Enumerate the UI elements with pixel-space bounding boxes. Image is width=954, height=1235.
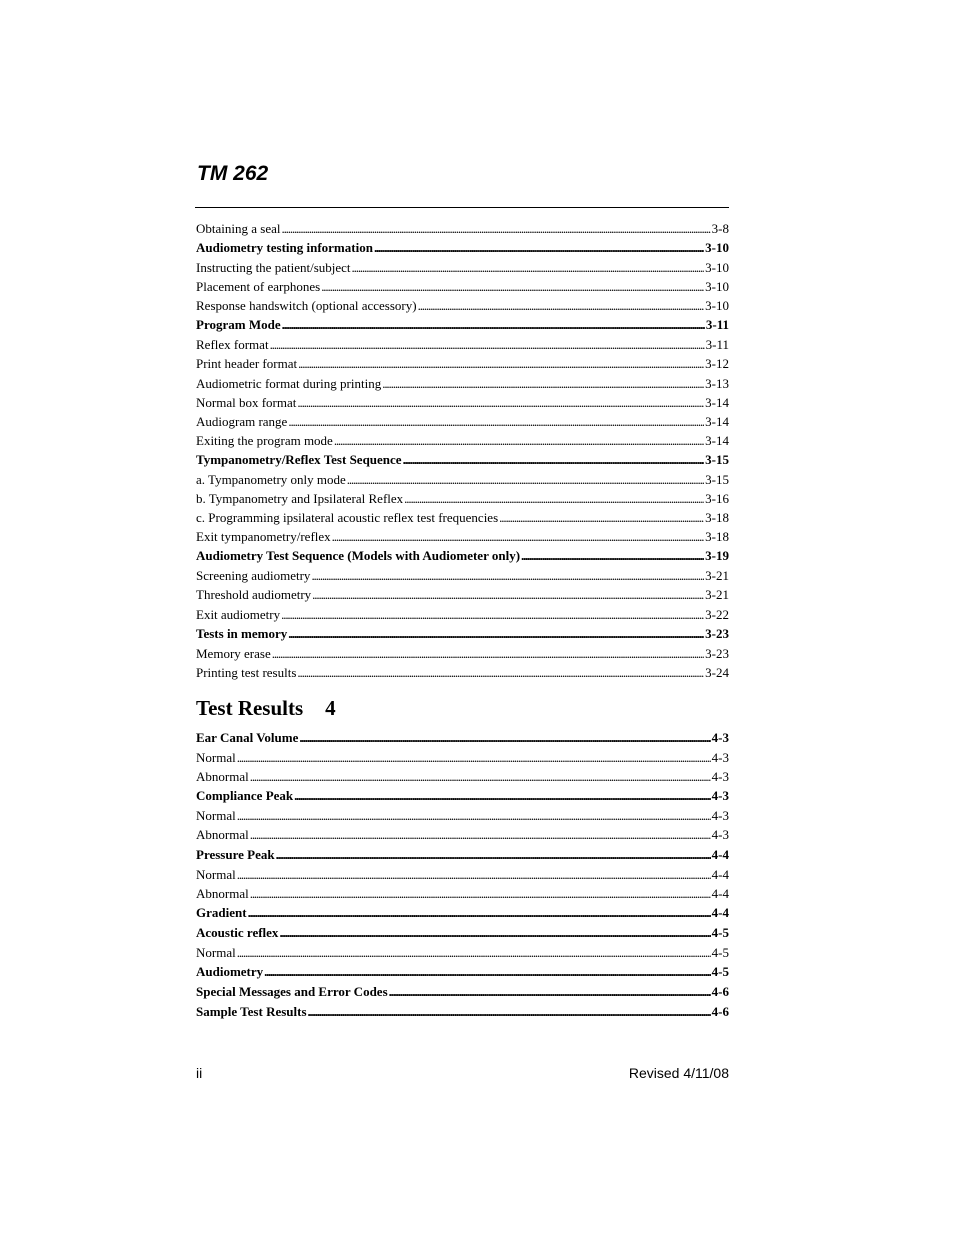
toc-entry-page-number: 3-12 [705, 356, 729, 372]
toc-entry-page-number: 4-3 [711, 749, 729, 765]
toc-entry[interactable] [196, 335, 729, 354]
toc-entry-page-number: 3-19 [705, 548, 729, 564]
toc-heading-entry[interactable] [196, 962, 729, 982]
toc-heading-entry[interactable] [196, 982, 729, 1002]
toc-entry-label: Instructing the patient/subject [196, 260, 351, 276]
toc-entry-page-number: 3-14 [705, 432, 729, 448]
toc-dot-leader [298, 354, 704, 373]
toc-entry-label: Audiometry testing information [196, 240, 373, 256]
toc-entry[interactable] [196, 663, 729, 682]
toc-entry-label: Tests in memory [196, 625, 288, 641]
toc-entry-page-number: 3-23 [705, 625, 729, 641]
toc-entry-page-number: 3-15 [705, 471, 729, 487]
toc-entry-label: Normal [196, 749, 236, 765]
header-rule [195, 207, 729, 208]
toc-list-chapter-4 [196, 728, 729, 1021]
toc-entry[interactable] [196, 767, 729, 786]
toc-dot-leader [299, 728, 710, 748]
toc-entry[interactable] [196, 412, 729, 431]
toc-entry-label: Sample Test Results [196, 1003, 307, 1019]
toc-dot-leader [281, 219, 710, 238]
toc-entry[interactable] [196, 566, 729, 585]
toc-entry[interactable] [196, 605, 729, 624]
toc-entry[interactable] [196, 508, 729, 527]
toc-entry-page-number: 4-3 [711, 730, 729, 745]
toc-entry[interactable] [196, 258, 729, 277]
section-number: 4 [325, 696, 336, 720]
toc-dot-leader [403, 450, 705, 470]
toc-entry-page-number: 3-11 [705, 317, 729, 333]
toc-entry-label: Reflex format [196, 337, 269, 353]
toc-entry-label: Normal [196, 944, 236, 960]
toc-entry-label: b. Tympanometry and Ipsilateral Reflex [196, 491, 404, 507]
toc-entry-page-number: 4-3 [711, 769, 729, 785]
toc-entry-page-number: 3-10 [705, 279, 729, 295]
toc-dot-leader [352, 258, 705, 277]
toc-list-chapter-3 [196, 219, 729, 682]
toc-heading-entry[interactable] [196, 923, 729, 943]
footer-revision: Revised 4/11/08 [628, 1065, 729, 1081]
toc-entry-label: Special Messages and Error Codes [196, 983, 388, 999]
toc-entry[interactable] [196, 470, 729, 489]
toc-entry-page-number: 3-21 [705, 568, 729, 584]
toc-heading-entry[interactable] [196, 546, 729, 566]
toc-entry[interactable] [196, 296, 729, 315]
toc-dot-leader [521, 546, 704, 566]
toc-entry-label: Tympanometry/Reflex Test Sequence [196, 451, 402, 467]
toc-entry-label: Normal [196, 866, 236, 882]
toc-entry-page-number: 4-3 [711, 827, 729, 843]
toc-entry-page-number: 4-6 [711, 1003, 729, 1019]
toc-entry-page-number: 4-5 [711, 944, 729, 960]
toc-dot-leader [382, 374, 704, 393]
toc-entry[interactable] [196, 354, 729, 373]
toc-entry-label: Pressure Peak [196, 846, 275, 862]
toc-entry-page-number: 3-10 [705, 260, 729, 276]
toc-entry-page-number: 4-4 [711, 846, 729, 862]
toc-dot-leader [288, 412, 704, 431]
toc-entry[interactable] [196, 585, 729, 604]
toc-entry-label: Abnormal [196, 885, 249, 901]
toc-entry[interactable] [196, 277, 729, 296]
toc-entry-label: Gradient [196, 905, 247, 921]
toc-entry[interactable] [196, 374, 729, 393]
toc-dot-leader [374, 238, 704, 258]
toc-entry-page-number: 4-3 [711, 808, 729, 824]
toc-entry[interactable] [196, 806, 729, 825]
toc-dot-leader [250, 767, 711, 786]
toc-entry-label: Print header format [196, 356, 298, 372]
toc-entry-page-number: 3-16 [705, 491, 729, 507]
toc-dot-leader [237, 943, 711, 962]
toc-entry-label: Ear Canal Volume [196, 730, 299, 745]
toc-entry-page-number: 3-18 [705, 529, 729, 545]
toc-entry[interactable] [196, 489, 729, 508]
toc-dot-leader [334, 431, 704, 450]
toc-dot-leader [297, 663, 704, 682]
toc-entry-label: Audiometry [196, 964, 264, 980]
toc-dot-leader [297, 393, 704, 412]
toc-entry-label: Placement of earphones [196, 279, 321, 295]
toc-dot-leader [282, 315, 705, 335]
toc-entry-label: Normal [196, 808, 236, 824]
toc-entry-page-number: 4-3 [711, 788, 729, 804]
toc-dot-leader [281, 605, 704, 624]
toc-heading-entry[interactable] [196, 845, 729, 865]
toc-entry-label: c. Programming ipsilateral acoustic reflex test frequencies [196, 510, 499, 526]
toc-dot-leader [272, 644, 704, 663]
toc-entry-page-number: 3-13 [705, 375, 729, 391]
toc-entry-page-number: 4-5 [711, 924, 729, 940]
toc-entry-label: Exit tympanometry/reflex [196, 529, 331, 545]
toc-entry[interactable] [196, 748, 729, 767]
toc-dot-leader [276, 845, 711, 865]
toc-dot-leader [404, 489, 704, 508]
toc-entry[interactable] [196, 393, 729, 412]
toc-entry-page-number: 3-14 [705, 413, 729, 429]
toc-entry-label: a. Tympanometry only mode [196, 471, 346, 487]
toc-entry-page-number: 4-4 [711, 866, 729, 882]
toc-dot-leader [248, 903, 711, 923]
toc-heading-entry[interactable] [196, 728, 729, 748]
toc-dot-leader [250, 884, 711, 903]
toc-entry-label: Audiogram range [196, 413, 288, 429]
toc-entry-label: Memory erase [196, 645, 271, 661]
toc-entry[interactable] [196, 884, 729, 903]
toc-entry-label: Printing test results [196, 664, 297, 680]
toc-dot-leader [270, 335, 705, 354]
toc-dot-leader [250, 825, 711, 844]
toc-dot-leader [332, 527, 705, 546]
toc-entry-label: Audiometric format during printing [196, 375, 382, 391]
toc-heading-entry[interactable] [196, 238, 729, 258]
toc-dot-leader [279, 923, 710, 943]
toc-dot-leader [321, 277, 704, 296]
toc-entry-label: Audiometry Test Sequence (Models with Audiometer only) [196, 548, 521, 564]
toc-entry-page-number: 3-8 [711, 221, 729, 236]
toc-entry[interactable] [196, 431, 729, 450]
toc-heading-entry[interactable] [196, 903, 729, 923]
toc-entry-label: Normal box format [196, 394, 297, 410]
toc-entry-page-number: 3-10 [705, 240, 729, 256]
toc-entry-page-number: 3-23 [705, 645, 729, 661]
toc-entry[interactable] [196, 943, 729, 962]
toc-entry-label: Exiting the program mode [196, 432, 333, 448]
toc-entry-label: Obtaining a seal [196, 221, 281, 236]
toc-entry-label: Compliance Peak [196, 788, 294, 804]
toc-entry[interactable] [196, 527, 729, 546]
toc-heading-entry[interactable] [196, 1002, 729, 1022]
toc-entry-page-number: 3-15 [705, 451, 729, 467]
toc-dot-leader [499, 508, 704, 527]
toc-heading-entry[interactable] [196, 450, 729, 470]
page-footer [196, 1064, 729, 1082]
toc-dot-leader [237, 865, 711, 884]
toc-dot-leader [264, 962, 710, 982]
toc-entry[interactable] [196, 219, 729, 238]
toc-entry-page-number: 3-10 [705, 298, 729, 314]
toc-dot-leader [237, 806, 711, 825]
footer-page-number: ii [196, 1065, 203, 1081]
toc-dot-leader [308, 1002, 711, 1022]
toc-entry-page-number: 3-21 [705, 587, 729, 603]
toc-entry-page-number: 3-18 [705, 510, 729, 526]
toc-entry-label: Threshold audiometry [196, 587, 312, 603]
toc-heading-entry[interactable] [196, 624, 729, 644]
toc-heading-entry[interactable] [196, 786, 729, 806]
toc-entry[interactable] [196, 825, 729, 844]
toc-entry[interactable] [196, 865, 729, 884]
toc-dot-leader [312, 585, 704, 604]
toc-entry-page-number: 3-14 [705, 394, 729, 410]
toc-dot-leader [347, 470, 704, 489]
toc-dot-leader [389, 982, 711, 1002]
toc-heading-entry[interactable] [196, 315, 729, 335]
toc-entry-page-number: 3-24 [705, 664, 729, 680]
toc-entry-page-number: 4-5 [711, 964, 729, 980]
toc-dot-leader [311, 566, 704, 585]
toc-entry-page-number: 3-11 [705, 337, 729, 353]
toc-entry-page-number: 3-22 [705, 606, 729, 622]
page-title: TM 262 [197, 162, 269, 185]
toc-entry-label: Acoustic reflex [196, 924, 279, 940]
section-heading-test-results [196, 694, 336, 722]
toc-entry[interactable] [196, 644, 729, 663]
toc-entry-page-number: 4-4 [711, 905, 729, 921]
toc-entry-page-number: 4-4 [711, 885, 729, 901]
toc-entry-label: Exit audiometry [196, 606, 281, 622]
toc-entry-label: Abnormal [196, 827, 249, 843]
toc-entry-page-number: 4-6 [711, 983, 729, 999]
toc-entry-label: Screening audiometry [196, 568, 311, 584]
section-title: Test Results [196, 696, 304, 720]
toc-dot-leader [288, 624, 704, 644]
toc-entry-label: Program Mode [196, 317, 281, 333]
toc-dot-leader [237, 748, 711, 767]
toc-entry-label: Abnormal [196, 769, 249, 785]
toc-dot-leader [294, 786, 711, 806]
toc-entry-label: Response handswitch (optional accessory) [196, 298, 417, 314]
toc-dot-leader [418, 296, 705, 315]
